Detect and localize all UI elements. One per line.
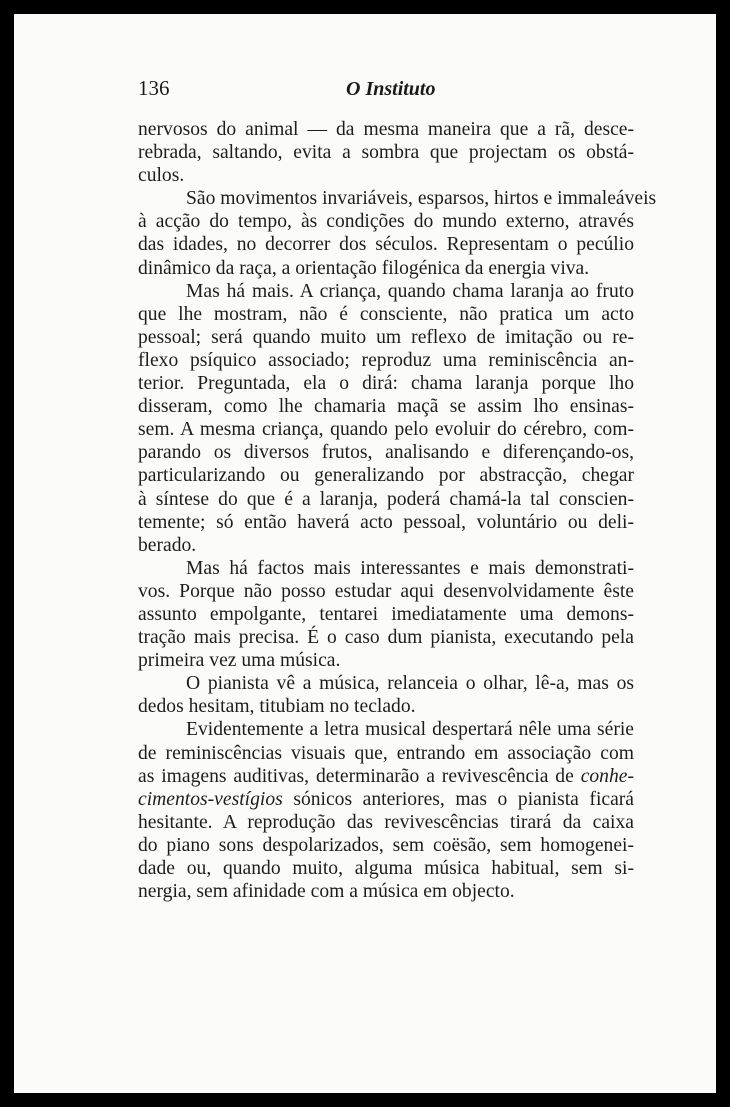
italic-phrase: cimentos-vestígios (138, 788, 283, 810)
text-line: assunto empolgante, tentarei imediatamente uma demons- (138, 603, 634, 625)
text-line: Mas há factos mais interessantes e mais demonstrati- (186, 557, 634, 579)
text-line: Mas há mais. A criança, quando chama laranja ao fruto (186, 280, 634, 302)
text-line: de reminiscências visuais que, entrando em associação com (138, 742, 634, 764)
text-line: nervosos do animal — da mesma maneira que a rã, desce- (138, 119, 634, 140)
text-line: parando os diversos frutos, analisando e diferençando-os, (138, 442, 634, 464)
body-text (138, 118, 657, 903)
text-line: nergia, sem afinidade com a música em objecto. (138, 881, 515, 903)
text-line: sem. A mesma criança, quando pelo evoluir do cérebro, com- (138, 419, 634, 441)
text-line: disseram, como lhe chamaria maçã se assim lho ensinas- (138, 396, 634, 418)
text-line: primeira vez uma música. (138, 650, 341, 672)
text-line (138, 788, 634, 811)
text-line: hesitante. A reprodução das revivescências tirará da caixa (138, 811, 634, 833)
journal-title: O Instituto (346, 78, 436, 100)
text-line: das idades, no decorrer dos séculos. Representam o pecúlio (138, 234, 634, 256)
text-line: vos. Porque não posso estudar aqui desenvolvidamente êste (138, 580, 634, 602)
text-line: terior. Preguntada, ela o dirá: chama laranja porque lho (138, 373, 634, 395)
text-line: particularizando ou generalizando por abstracção, chegar (138, 465, 634, 487)
paragraph (138, 718, 634, 903)
paragraph (138, 280, 634, 557)
text-line: tração mais precisa. É o caso dum pianista, executando pela (138, 627, 634, 649)
text-line: flexo psíquico associado; reproduz uma reminiscência an- (138, 349, 634, 371)
paragraph (138, 187, 657, 279)
paragraph (138, 118, 634, 187)
text-line: dedos hesitam, titubiam no teclado. (138, 696, 416, 718)
text-line: temente; só então haverá acto pessoal, voluntário ou deli- (138, 511, 634, 533)
text-line: São movimentos invariáveis, esparsos, hirtos e immaleáveis (186, 188, 657, 210)
paragraph (138, 557, 634, 672)
text-line: rebrada, saltando, evita a sombra que projectam os obstá- (138, 142, 634, 164)
text-line-part: sónicos anteriores, mas o pianista ficará (282, 788, 634, 810)
text-line: pessoal; será quando muito um reflexo de imitação ou re- (138, 326, 634, 348)
text-line: O pianista vê a música, relanceia o olhar, lê-a, mas os (186, 673, 634, 695)
text-line: do piano sons despolarizados, sem coësão, sem homogenei- (138, 834, 634, 856)
page-number: 136 (138, 76, 170, 100)
text-line (138, 765, 634, 788)
text-line-part: as imagens auditivas, determinarão a revivescência de (138, 765, 581, 787)
italic-phrase: conhe- (580, 765, 634, 787)
text-line: dinâmico da raça, a orientação filogénica da energia viva. (138, 257, 590, 279)
book-page (14, 14, 716, 1093)
text-line: que lhe mostram, não é consciente, não pratica um acto (138, 303, 634, 325)
running-header (138, 74, 634, 104)
text-line: à síntese do que é a laranja, poderá chamá-la tal conscien- (138, 488, 634, 510)
text-line: culos. (138, 165, 185, 187)
text-line: Evidentemente a letra musical despertará nêle uma série (186, 719, 634, 741)
text-line: berado. (138, 534, 197, 556)
text-line: à acção do tempo, às condições do mundo externo, através (138, 211, 634, 233)
paragraph (138, 672, 634, 718)
text-line: dade ou, quando muito, alguma música habitual, sem si- (138, 858, 634, 879)
